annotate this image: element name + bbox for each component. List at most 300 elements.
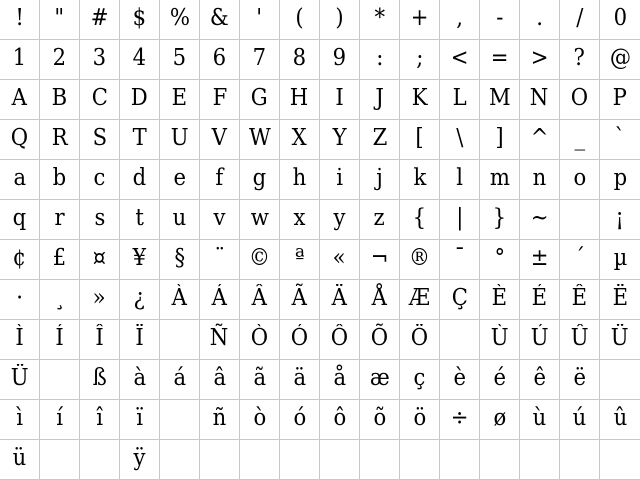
glyph-cell[interactable]	[200, 440, 240, 480]
glyph-character: Å	[371, 285, 388, 311]
glyph-character: ¯	[454, 245, 465, 271]
glyph-cell[interactable]	[360, 200, 400, 240]
glyph-cell[interactable]	[560, 440, 600, 480]
glyph-cell[interactable]	[80, 280, 120, 320]
glyph-character: ø	[493, 405, 506, 431]
glyph-character: ª	[294, 245, 305, 271]
glyph-cell[interactable]	[320, 400, 360, 440]
glyph-cell[interactable]	[120, 40, 160, 80]
glyph-character: a	[13, 165, 26, 191]
glyph-character: o	[573, 165, 586, 191]
glyph-cell[interactable]	[280, 240, 320, 280]
glyph-cell[interactable]	[120, 400, 160, 440]
glyph-character: 6	[212, 45, 227, 71]
glyph-character: U	[170, 125, 189, 151]
glyph-cell[interactable]	[0, 80, 40, 120]
glyph-cell[interactable]	[480, 40, 520, 80]
glyph-cell[interactable]	[120, 80, 160, 120]
glyph-cell[interactable]	[520, 200, 560, 240]
glyph-cell[interactable]	[200, 280, 240, 320]
glyph-cell[interactable]	[520, 440, 560, 480]
glyph-cell[interactable]	[400, 360, 440, 400]
glyph-character: ¥	[132, 245, 147, 271]
glyph-cell[interactable]	[520, 240, 560, 280]
glyph-cell[interactable]	[0, 280, 40, 320]
glyph-cell[interactable]	[200, 160, 240, 200]
glyph-character: °	[494, 245, 505, 271]
glyph-cell[interactable]	[600, 280, 640, 320]
glyph-cell[interactable]	[480, 400, 520, 440]
glyph-character: ~	[530, 205, 549, 231]
glyph-cell[interactable]	[240, 280, 280, 320]
glyph-cell[interactable]	[440, 240, 480, 280]
glyph-cell[interactable]	[160, 320, 200, 360]
glyph-cell[interactable]	[360, 0, 400, 40]
glyph-character: ì	[16, 405, 23, 431]
glyph-cell[interactable]	[80, 0, 120, 40]
glyph-character: ¡	[615, 205, 625, 231]
glyph-cell[interactable]	[120, 440, 160, 480]
glyph-cell[interactable]	[0, 320, 40, 360]
glyph-cell[interactable]	[160, 360, 200, 400]
glyph-cell[interactable]	[560, 40, 600, 80]
glyph-cell[interactable]	[400, 400, 440, 440]
glyph-character: Ã	[291, 285, 308, 311]
glyph-cell[interactable]	[160, 160, 200, 200]
glyph-cell[interactable]	[480, 240, 520, 280]
glyph-character: ò	[253, 405, 266, 431]
glyph-character: ¨	[214, 245, 225, 271]
glyph-character: Y	[332, 125, 347, 151]
glyph-cell[interactable]	[560, 80, 600, 120]
glyph-cell[interactable]	[320, 120, 360, 160]
glyph-character: \	[455, 125, 464, 151]
glyph-cell[interactable]	[520, 400, 560, 440]
glyph-cell[interactable]	[600, 200, 640, 240]
glyph-cell[interactable]	[120, 360, 160, 400]
glyph-character: ç	[413, 365, 426, 391]
glyph-character: È	[491, 285, 508, 311]
glyph-cell[interactable]	[120, 0, 160, 40]
glyph-cell[interactable]	[40, 160, 80, 200]
glyph-character: J	[375, 85, 384, 111]
glyph-cell[interactable]	[320, 80, 360, 120]
glyph-cell[interactable]	[200, 320, 240, 360]
glyph-cell[interactable]	[80, 240, 120, 280]
glyph-cell[interactable]	[0, 40, 40, 80]
glyph-cell[interactable]	[280, 120, 320, 160]
glyph-character: z	[373, 205, 386, 231]
glyph-cell[interactable]	[440, 400, 480, 440]
glyph-cell[interactable]	[40, 120, 80, 160]
glyph-cell[interactable]	[200, 0, 240, 40]
glyph-cell[interactable]	[360, 320, 400, 360]
glyph-cell[interactable]	[360, 440, 400, 480]
glyph-cell[interactable]	[400, 0, 440, 40]
glyph-cell[interactable]	[400, 240, 440, 280]
glyph-cell[interactable]	[440, 120, 480, 160]
glyph-cell[interactable]	[0, 440, 40, 480]
glyph-cell[interactable]	[320, 200, 360, 240]
glyph-cell[interactable]	[560, 120, 600, 160]
glyph-character: Ù	[490, 325, 509, 351]
glyph-character: å	[333, 365, 346, 391]
glyph-cell[interactable]	[120, 200, 160, 240]
glyph-cell[interactable]	[240, 0, 280, 40]
glyph-character: Ô	[330, 325, 349, 351]
glyph-cell[interactable]	[600, 240, 640, 280]
glyph-character: u	[172, 205, 187, 231]
glyph-cell[interactable]	[360, 240, 400, 280]
glyph-character: 3	[92, 45, 107, 71]
glyph-cell[interactable]	[320, 280, 360, 320]
glyph-cell[interactable]	[480, 360, 520, 400]
glyph-character: X	[291, 125, 308, 151]
glyph-cell[interactable]	[0, 360, 40, 400]
glyph-character: H	[290, 85, 309, 111]
glyph-character: ï	[136, 405, 143, 431]
glyph-cell[interactable]	[280, 280, 320, 320]
glyph-character: ¸	[54, 285, 65, 311]
glyph-cell[interactable]	[280, 440, 320, 480]
glyph-cell[interactable]	[280, 320, 320, 360]
glyph-cell[interactable]	[240, 240, 280, 280]
glyph-character: R	[51, 125, 68, 151]
glyph-cell[interactable]	[400, 200, 440, 240]
glyph-cell[interactable]	[600, 80, 640, 120]
glyph-character: P	[612, 85, 628, 111]
glyph-cell[interactable]	[360, 400, 400, 440]
glyph-cell[interactable]	[160, 40, 200, 80]
glyph-cell[interactable]	[0, 120, 40, 160]
glyph-character: Ê	[571, 285, 588, 311]
glyph-cell[interactable]	[0, 400, 40, 440]
glyph-cell[interactable]	[600, 320, 640, 360]
glyph-character: K	[411, 85, 428, 111]
glyph-cell[interactable]	[400, 120, 440, 160]
glyph-cell[interactable]	[120, 280, 160, 320]
glyph-cell[interactable]	[480, 120, 520, 160]
glyph-cell[interactable]	[80, 200, 120, 240]
glyph-character: q	[12, 205, 27, 231]
glyph-cell[interactable]	[40, 280, 80, 320]
glyph-cell[interactable]	[160, 0, 200, 40]
glyph-cell[interactable]	[80, 120, 120, 160]
glyph-cell[interactable]	[120, 320, 160, 360]
glyph-cell[interactable]	[440, 440, 480, 480]
glyph-cell[interactable]	[280, 80, 320, 120]
glyph-character: -	[495, 5, 504, 31]
glyph-character: õ	[373, 405, 386, 431]
glyph-cell[interactable]	[40, 360, 80, 400]
glyph-cell[interactable]	[480, 200, 520, 240]
glyph-cell[interactable]	[40, 240, 80, 280]
glyph-character: .	[536, 5, 543, 31]
glyph-cell[interactable]	[360, 120, 400, 160]
glyph-character: ´	[574, 245, 585, 271]
glyph-cell[interactable]	[160, 240, 200, 280]
glyph-character: @	[609, 45, 631, 71]
glyph-character: ä	[293, 365, 306, 391]
glyph-cell[interactable]	[600, 400, 640, 440]
glyph-cell[interactable]	[400, 320, 440, 360]
glyph-cell[interactable]	[600, 0, 640, 40]
glyph-cell[interactable]	[200, 80, 240, 120]
glyph-character: ÿ	[133, 445, 146, 471]
glyph-cell[interactable]	[400, 40, 440, 80]
glyph-cell[interactable]	[200, 40, 240, 80]
glyph-cell[interactable]	[200, 240, 240, 280]
glyph-cell[interactable]	[440, 0, 480, 40]
glyph-character: Ü	[10, 365, 29, 391]
glyph-cell[interactable]	[600, 40, 640, 80]
glyph-character: Z	[372, 125, 387, 151]
glyph-cell[interactable]	[560, 400, 600, 440]
glyph-cell[interactable]	[400, 280, 440, 320]
glyph-character: Q	[10, 125, 29, 151]
glyph-cell[interactable]	[280, 360, 320, 400]
glyph-character: i	[336, 165, 343, 191]
glyph-cell[interactable]	[360, 40, 400, 80]
glyph-cell[interactable]	[200, 360, 240, 400]
glyph-cell[interactable]	[40, 40, 80, 80]
glyph-cell[interactable]	[440, 40, 480, 80]
glyph-cell[interactable]	[560, 160, 600, 200]
glyph-cell[interactable]	[200, 400, 240, 440]
glyph-character: Ö	[410, 325, 429, 351]
glyph-character: ú	[572, 405, 587, 431]
glyph-cell[interactable]	[80, 40, 120, 80]
glyph-cell[interactable]	[320, 440, 360, 480]
glyph-character: ;	[415, 45, 424, 71]
glyph-cell[interactable]	[280, 400, 320, 440]
glyph-cell[interactable]	[600, 440, 640, 480]
glyph-cell[interactable]	[240, 120, 280, 160]
glyph-character: ß	[92, 365, 107, 391]
glyph-cell[interactable]	[560, 360, 600, 400]
glyph-cell[interactable]	[280, 0, 320, 40]
glyph-cell[interactable]	[360, 160, 400, 200]
glyph-character: $	[132, 5, 147, 31]
glyph-character: y	[333, 205, 346, 231]
glyph-cell[interactable]	[480, 160, 520, 200]
glyph-cell[interactable]	[480, 280, 520, 320]
glyph-cell[interactable]	[40, 80, 80, 120]
glyph-cell[interactable]	[440, 320, 480, 360]
glyph-cell[interactable]	[120, 160, 160, 200]
glyph-character: À	[171, 285, 188, 311]
glyph-character: Ì	[15, 325, 24, 351]
glyph-character: n	[532, 165, 547, 191]
glyph-cell[interactable]	[520, 0, 560, 40]
glyph-cell[interactable]	[520, 360, 560, 400]
glyph-character: :	[375, 45, 384, 71]
glyph-character: S	[92, 125, 107, 151]
glyph-cell[interactable]	[400, 160, 440, 200]
glyph-cell[interactable]	[320, 240, 360, 280]
glyph-cell[interactable]	[560, 280, 600, 320]
glyph-character: Õ	[370, 325, 389, 351]
glyph-cell[interactable]	[520, 320, 560, 360]
glyph-character: 0	[613, 5, 627, 31]
glyph-character: w	[250, 205, 269, 231]
glyph-cell[interactable]	[400, 80, 440, 120]
glyph-cell[interactable]	[0, 160, 40, 200]
glyph-cell[interactable]	[400, 440, 440, 480]
glyph-cell[interactable]	[240, 80, 280, 120]
glyph-cell[interactable]	[320, 360, 360, 400]
glyph-character: ?	[573, 45, 586, 71]
glyph-cell[interactable]	[600, 120, 640, 160]
glyph-cell[interactable]	[80, 80, 120, 120]
glyph-cell[interactable]	[40, 200, 80, 240]
glyph-cell[interactable]	[200, 120, 240, 160]
glyph-character: 9	[332, 45, 347, 71]
glyph-character: %	[169, 5, 190, 31]
glyph-cell[interactable]	[280, 40, 320, 80]
glyph-cell[interactable]	[360, 80, 400, 120]
glyph-cell[interactable]	[560, 240, 600, 280]
glyph-cell[interactable]	[240, 440, 280, 480]
glyph-character: T	[132, 125, 147, 151]
glyph-character: 4	[132, 45, 147, 71]
glyph-character: í	[56, 405, 63, 431]
glyph-cell[interactable]	[560, 0, 600, 40]
glyph-character: Ü	[611, 325, 629, 351]
glyph-character: I	[335, 85, 344, 111]
glyph-character: M	[488, 85, 511, 111]
glyph-character: O	[570, 85, 589, 111]
glyph-cell[interactable]	[0, 200, 40, 240]
glyph-cell[interactable]	[240, 360, 280, 400]
glyph-character: /	[575, 5, 584, 31]
glyph-character: ¿	[133, 285, 146, 311]
glyph-cell[interactable]	[440, 160, 480, 200]
glyph-cell[interactable]	[440, 200, 480, 240]
glyph-character: A	[11, 85, 28, 111]
glyph-cell[interactable]	[280, 160, 320, 200]
glyph-cell[interactable]	[480, 80, 520, 120]
glyph-cell[interactable]	[320, 0, 360, 40]
glyph-cell[interactable]	[80, 400, 120, 440]
glyph-cell[interactable]	[240, 40, 280, 80]
glyph-cell[interactable]	[440, 360, 480, 400]
glyph-character: ±	[530, 245, 549, 271]
glyph-character: m	[489, 165, 510, 191]
glyph-character: ö	[413, 405, 426, 431]
glyph-character: ¤	[92, 245, 107, 271]
glyph-character: |	[455, 205, 464, 231]
glyph-cell[interactable]	[160, 80, 200, 120]
glyph-character: ê	[533, 365, 546, 391]
glyph-cell[interactable]	[200, 200, 240, 240]
glyph-cell[interactable]	[320, 320, 360, 360]
glyph-cell[interactable]	[40, 0, 80, 40]
glyph-cell[interactable]	[560, 320, 600, 360]
glyph-cell[interactable]	[240, 200, 280, 240]
glyph-cell[interactable]	[160, 400, 200, 440]
glyph-cell[interactable]	[80, 320, 120, 360]
glyph-character: W	[248, 125, 271, 151]
glyph-cell[interactable]	[160, 440, 200, 480]
glyph-cell[interactable]	[480, 440, 520, 480]
glyph-character: ,	[456, 5, 463, 31]
glyph-cell[interactable]	[280, 200, 320, 240]
glyph-cell[interactable]	[120, 240, 160, 280]
glyph-character: 1	[12, 45, 27, 71]
glyph-cell[interactable]	[360, 360, 400, 400]
glyph-character: ¢	[12, 245, 27, 271]
glyph-character: ã	[253, 365, 266, 391]
glyph-character: û	[613, 405, 627, 431]
glyph-cell[interactable]	[520, 120, 560, 160]
glyph-character: Ç	[451, 285, 468, 311]
glyph-cell[interactable]	[520, 80, 560, 120]
glyph-character: h	[292, 165, 307, 191]
glyph-cell[interactable]	[360, 280, 400, 320]
glyph-cell[interactable]	[480, 0, 520, 40]
glyph-cell[interactable]	[520, 40, 560, 80]
glyph-cell[interactable]	[80, 360, 120, 400]
glyph-cell[interactable]	[440, 80, 480, 120]
glyph-character: x	[293, 205, 306, 231]
glyph-character: D	[131, 85, 148, 111]
glyph-character: }	[492, 205, 507, 231]
glyph-cell[interactable]	[560, 200, 600, 240]
glyph-cell[interactable]	[120, 120, 160, 160]
glyph-cell[interactable]	[80, 160, 120, 200]
glyph-character: e	[173, 165, 186, 191]
glyph-cell[interactable]	[0, 240, 40, 280]
glyph-character: [	[415, 125, 424, 151]
glyph-cell[interactable]	[160, 120, 200, 160]
glyph-cell[interactable]	[40, 440, 80, 480]
glyph-character: Ñ	[210, 325, 229, 351]
glyph-cell[interactable]	[0, 0, 40, 40]
glyph-cell[interactable]	[440, 280, 480, 320]
glyph-character: F	[212, 85, 227, 111]
glyph-cell[interactable]	[160, 280, 200, 320]
glyph-character: r	[54, 205, 65, 231]
glyph-character: <	[450, 45, 469, 71]
glyph-cell[interactable]	[320, 40, 360, 80]
glyph-character: ó	[293, 405, 306, 431]
glyph-character: Û	[570, 325, 589, 351]
glyph-cell[interactable]	[520, 160, 560, 200]
glyph-cell[interactable]	[240, 400, 280, 440]
glyph-character: g	[252, 165, 267, 191]
glyph-cell[interactable]	[160, 200, 200, 240]
glyph-cell[interactable]	[480, 320, 520, 360]
glyph-character: C	[91, 85, 108, 111]
glyph-cell[interactable]	[80, 440, 120, 480]
glyph-character: ®	[408, 245, 431, 271]
glyph-cell[interactable]	[40, 320, 80, 360]
glyph-cell[interactable]	[240, 320, 280, 360]
glyph-cell[interactable]	[600, 360, 640, 400]
glyph-cell[interactable]	[600, 160, 640, 200]
glyph-cell[interactable]	[40, 400, 80, 440]
glyph-character: 2	[52, 45, 67, 71]
glyph-character: Ä	[331, 285, 348, 311]
glyph-character: l	[456, 165, 463, 191]
glyph-character: 8	[292, 45, 307, 71]
glyph-character: `	[614, 125, 626, 151]
glyph-cell[interactable]	[520, 280, 560, 320]
glyph-character: +	[410, 5, 429, 31]
glyph-cell[interactable]	[320, 160, 360, 200]
glyph-cell[interactable]	[240, 160, 280, 200]
